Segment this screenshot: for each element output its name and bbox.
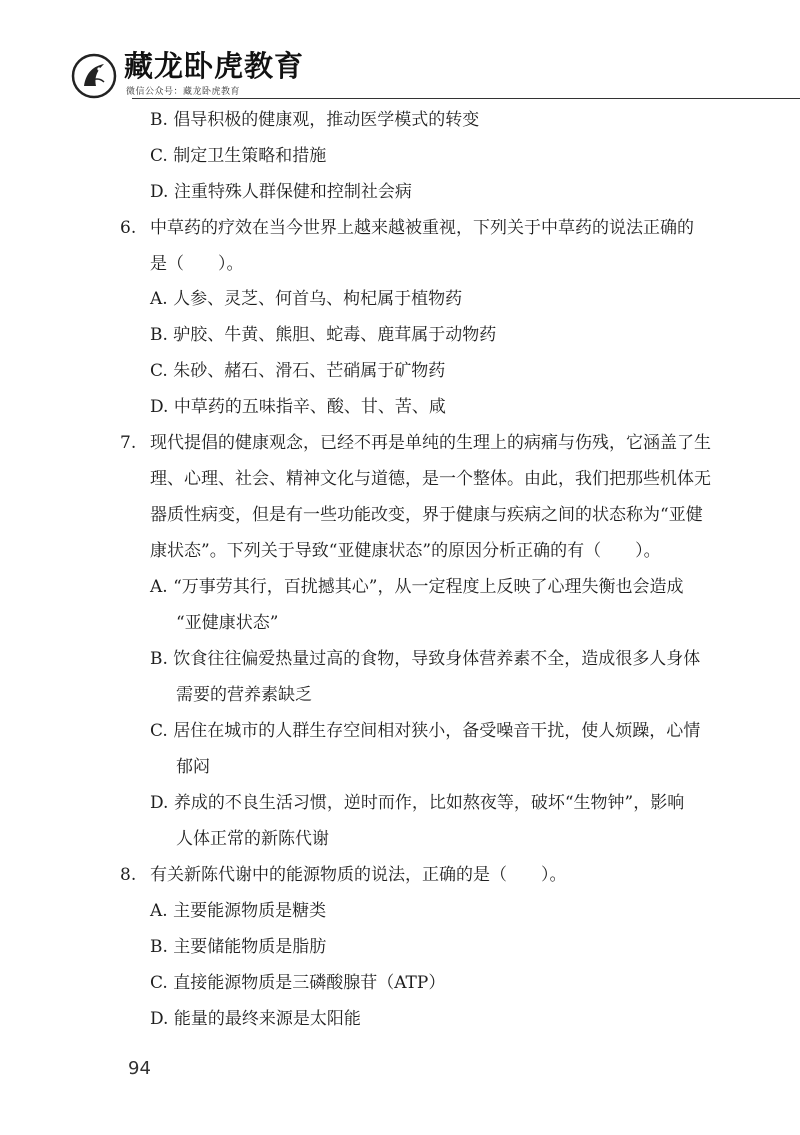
answer-option: A. 主要能源物质是糖类 [150, 901, 327, 921]
answer-option: A. 人参、灵芝、何首乌、枸杞属于植物药 [150, 289, 463, 309]
answer-option: B. 驴胶、牛黄、熊胆、蛇毒、鹿茸属于动物药 [150, 325, 497, 345]
answer-option: D. 注重特殊人群保健和控制社会病 [150, 182, 412, 202]
question-stem-line: 器质性病变，但是有一些功能改变，界于健康与疾病之间的状态称为“亚健 [150, 505, 703, 525]
brand-subline: 微信公众号：藏龙卧虎教育 [126, 87, 241, 97]
answer-option: D. 能量的最终来源是太阳能 [150, 1009, 361, 1029]
answer-option-continuation: 人体正常的新陈代谢 [176, 829, 329, 849]
question-number: 7. [120, 433, 137, 453]
question-stem-line: 有关新陈代谢中的能源物质的说法，正确的是（ ）。 [150, 865, 567, 885]
answer-option: A. “万事劳其行，百扰撼其心”，从一定程度上反映了心理失衡也会造成 [150, 577, 684, 597]
question-stem-line: 理、心理、社会、精神文化与道德，是一个整体。由此，我们把那些机体无 [150, 469, 711, 489]
answer-option: D. 养成的不良生活习惯，逆时而作，比如熬夜等，破坏“生物钟”，影响 [150, 793, 685, 813]
question-number: 6. [120, 218, 137, 238]
answer-option: C. 直接能源物质是三磷酸腺苷（ATP） [150, 973, 446, 993]
dragon-tiger-logo-icon [70, 52, 118, 100]
answer-option-continuation: 郁闷 [176, 757, 210, 777]
answer-option: D. 中草药的五味指辛、酸、甘、苦、咸 [150, 397, 446, 417]
header-divider [132, 98, 800, 99]
answer-option: B. 倡导积极的健康观，推动医学模式的转变 [150, 110, 480, 130]
answer-option-continuation: “亚健康状态” [176, 613, 279, 633]
question-stem-line: 是（ ）。 [150, 254, 244, 274]
answer-option: B. 饮食往往偏爱热量过高的食物，导致身体营养素不全，造成很多人身体 [150, 649, 701, 669]
page-header [0, 0, 800, 100]
page-number: 94 [128, 1058, 151, 1079]
brand-title: 藏龙卧虎教育 [124, 49, 305, 83]
answer-option: B. 主要储能物质是脂肪 [150, 937, 327, 957]
question-stem-line: 中草药的疗效在当今世界上越来越被重视，下列关于中草药的说法正确的 [150, 218, 694, 238]
answer-option-continuation: 需要的营养素缺乏 [176, 685, 312, 705]
question-number: 8. [120, 865, 137, 885]
answer-option: C. 居住在城市的人群生存空间相对狭小，备受噪音干扰，使人烦躁，心情 [150, 721, 701, 741]
answer-option: C. 朱砂、赭石、滑石、芒硝属于矿物药 [150, 361, 446, 381]
question-stem-line: 现代提倡的健康观念，已经不再是单纯的生理上的病痛与伤残，它涵盖了生 [150, 433, 711, 453]
answer-option: C. 制定卫生策略和措施 [150, 146, 327, 166]
question-stem-line: 康状态”。下列关于导致“亚健康状态”的原因分析正确的有（ ）。 [150, 541, 661, 561]
